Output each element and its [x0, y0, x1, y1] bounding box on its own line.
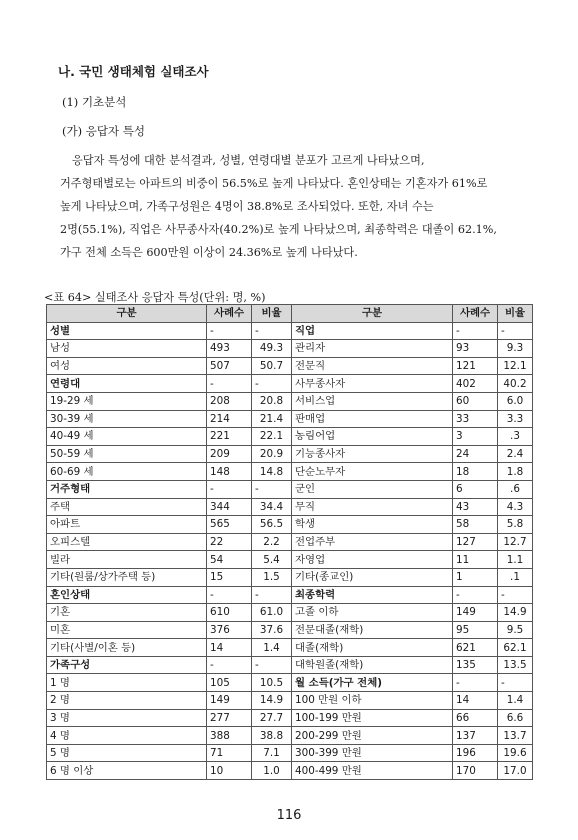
row-count: 18 [453, 463, 498, 481]
row-label: 여성 [47, 357, 207, 375]
row-label: 전문직 [292, 357, 453, 375]
row-count: - [207, 586, 252, 604]
row-ratio: 14.9 [252, 692, 292, 710]
row-ratio: 6.6 [498, 709, 533, 727]
row-label: 기타(사별/이혼 등) [47, 639, 207, 657]
subsection-title: (1) 기초분석 [62, 95, 127, 109]
table-row [47, 322, 533, 340]
table-row [47, 744, 533, 762]
row-ratio: .1 [498, 568, 533, 586]
row-ratio: - [498, 586, 533, 604]
row-count: 221 [207, 428, 252, 446]
row-ratio: 1.4 [498, 692, 533, 710]
header-ratio: 비율 [252, 305, 292, 323]
row-ratio: 17.0 [498, 762, 533, 780]
row-ratio: 3.3 [498, 410, 533, 428]
row-count: 24 [453, 445, 498, 463]
row-ratio: 22.1 [252, 428, 292, 446]
table-row [47, 428, 533, 446]
row-label: 성별 [47, 322, 207, 340]
row-label: 50-59 세 [47, 445, 207, 463]
header-ratio: 비율 [498, 305, 533, 323]
row-ratio: 56.5 [252, 516, 292, 534]
row-label: 사무종사자 [292, 375, 453, 393]
row-count: 10 [207, 762, 252, 780]
row-count: 14 [453, 692, 498, 710]
row-ratio: - [252, 322, 292, 340]
table-row [47, 410, 533, 428]
row-ratio: 2.2 [252, 533, 292, 551]
row-count: 14 [207, 639, 252, 657]
row-label: 혼인상태 [47, 586, 207, 604]
row-count: - [207, 656, 252, 674]
row-label: 200-299 만원 [292, 727, 453, 745]
row-label: 단순노무자 [292, 463, 453, 481]
row-ratio: 12.7 [498, 533, 533, 551]
row-label: 군인 [292, 480, 453, 498]
row-label: 거주형태 [47, 480, 207, 498]
row-label: 40-49 세 [47, 428, 207, 446]
row-ratio: 1.5 [252, 568, 292, 586]
row-ratio: 38.8 [252, 727, 292, 745]
table-row [47, 340, 533, 358]
row-ratio: 37.6 [252, 621, 292, 639]
row-count: 402 [453, 375, 498, 393]
row-label: 100-199 만원 [292, 709, 453, 727]
row-label: 19-29 세 [47, 392, 207, 410]
row-label: 5 명 [47, 744, 207, 762]
row-label: 남성 [47, 340, 207, 358]
row-label: 기타(원룸/상가주택 등) [47, 568, 207, 586]
row-label: 전업주부 [292, 533, 453, 551]
body-paragraph-line: 거주형태별로는 아파트의 비중이 56.5%로 높게 나타났다. 혼인상태는 기혼자가 61%로 [60, 177, 488, 190]
row-label: 자영업 [292, 551, 453, 569]
row-count: 149 [207, 692, 252, 710]
row-label: 월 소득(가구 전체) [292, 674, 453, 692]
row-count: 15 [207, 568, 252, 586]
row-count: 610 [207, 604, 252, 622]
row-ratio: 6.0 [498, 392, 533, 410]
row-label: 기타(종교인) [292, 568, 453, 586]
row-ratio: 27.7 [252, 709, 292, 727]
row-ratio: 19.6 [498, 744, 533, 762]
row-label: 60-69 세 [47, 463, 207, 481]
row-count: - [207, 480, 252, 498]
row-label: 미혼 [47, 621, 207, 639]
subsubsection-title: (가) 응답자 특성 [62, 124, 145, 138]
row-ratio: 14.8 [252, 463, 292, 481]
table-caption: <표 64> 실태조사 응답자 특성(단위: 명, %) [44, 291, 266, 304]
row-label: 가족구성 [47, 656, 207, 674]
body-paragraph-line: 높게 나타났으며, 가족구성원은 4명이 38.8%로 조사되었다. 또한, 자녀 수는 [60, 200, 434, 213]
row-label: 2 명 [47, 692, 207, 710]
row-label: 기능종사자 [292, 445, 453, 463]
row-count: 95 [453, 621, 498, 639]
row-ratio: 62.1 [498, 639, 533, 657]
row-count: 208 [207, 392, 252, 410]
header-count: 사례수 [207, 305, 252, 323]
table-row [47, 516, 533, 534]
row-count: - [207, 322, 252, 340]
table-row [47, 621, 533, 639]
row-ratio: 14.9 [498, 604, 533, 622]
row-ratio: 10.5 [252, 674, 292, 692]
row-ratio: 13.7 [498, 727, 533, 745]
row-ratio: 61.0 [252, 604, 292, 622]
row-count: 137 [453, 727, 498, 745]
row-ratio: - [498, 322, 533, 340]
row-count: 621 [453, 639, 498, 657]
table-row [47, 533, 533, 551]
row-label: 최종학력 [292, 586, 453, 604]
row-label: 30-39 세 [47, 410, 207, 428]
row-ratio: 12.1 [498, 357, 533, 375]
row-label: 300-399 만원 [292, 744, 453, 762]
row-label: 무직 [292, 498, 453, 516]
row-label: 서비스업 [292, 392, 453, 410]
row-ratio: - [252, 480, 292, 498]
row-count: 3 [453, 428, 498, 446]
table-row [47, 375, 533, 393]
row-ratio: 20.8 [252, 392, 292, 410]
row-count: 66 [453, 709, 498, 727]
row-label: 대졸(재학) [292, 639, 453, 657]
table-row [47, 357, 533, 375]
row-count: 196 [453, 744, 498, 762]
body-paragraph-line: 2명(55.1%), 직업은 사무종사자(40.2%)로 높게 나타났으며, 최종학력은 대졸이 62.1%, [60, 223, 497, 236]
row-count: 58 [453, 516, 498, 534]
row-count: 93 [453, 340, 498, 358]
table-row [47, 604, 533, 622]
row-label: 4 명 [47, 727, 207, 745]
table-row [47, 392, 533, 410]
row-ratio: 34.4 [252, 498, 292, 516]
body-paragraph-line: 응답자 특성에 대한 분석결과, 성별, 연령대별 분포가 고르게 나타났으며, [72, 154, 425, 167]
row-count: 209 [207, 445, 252, 463]
table-row [47, 480, 533, 498]
row-ratio: 50.7 [252, 357, 292, 375]
row-count: 148 [207, 463, 252, 481]
row-ratio: 49.3 [252, 340, 292, 358]
row-label: 대학원졸(재학) [292, 656, 453, 674]
row-count: 507 [207, 357, 252, 375]
row-ratio: 1.1 [498, 551, 533, 569]
row-count: 105 [207, 674, 252, 692]
row-count: 493 [207, 340, 252, 358]
row-label: 학생 [292, 516, 453, 534]
row-ratio: 20.9 [252, 445, 292, 463]
row-label: 직업 [292, 322, 453, 340]
row-label: 관리자 [292, 340, 453, 358]
row-ratio: 40.2 [498, 375, 533, 393]
row-ratio: 13.5 [498, 656, 533, 674]
row-count: 121 [453, 357, 498, 375]
page-number: 116 [276, 808, 302, 823]
row-ratio: 5.4 [252, 551, 292, 569]
body-paragraph-line: 가구 전체 소득은 600만원 이상이 24.36%로 높게 나타났다. [60, 246, 358, 259]
respondent-characteristics-table [46, 304, 533, 780]
row-count: 43 [453, 498, 498, 516]
table-row [47, 639, 533, 657]
row-ratio: .3 [498, 428, 533, 446]
row-ratio: - [252, 586, 292, 604]
row-label: 빌라 [47, 551, 207, 569]
row-ratio: 1.8 [498, 463, 533, 481]
row-count: 376 [207, 621, 252, 639]
row-label: 농림어업 [292, 428, 453, 446]
row-ratio: 5.8 [498, 516, 533, 534]
row-label: 주택 [47, 498, 207, 516]
row-ratio: - [498, 674, 533, 692]
row-count: 54 [207, 551, 252, 569]
row-ratio: 2.4 [498, 445, 533, 463]
table-row [47, 674, 533, 692]
header-category: 구분 [47, 305, 207, 323]
row-label: 100 만원 이하 [292, 692, 453, 710]
row-label: 1 명 [47, 674, 207, 692]
row-count: - [453, 586, 498, 604]
table-row [47, 498, 533, 516]
row-count: 149 [453, 604, 498, 622]
row-count: - [453, 322, 498, 340]
table-row [47, 568, 533, 586]
row-ratio: 1.4 [252, 639, 292, 657]
row-count: 277 [207, 709, 252, 727]
row-ratio: 9.3 [498, 340, 533, 358]
row-label: 3 명 [47, 709, 207, 727]
row-count: 71 [207, 744, 252, 762]
row-count: 22 [207, 533, 252, 551]
table-row [47, 445, 533, 463]
header-count: 사례수 [453, 305, 498, 323]
row-label: 전문대졸(재학) [292, 621, 453, 639]
row-count: 170 [453, 762, 498, 780]
row-count: 1 [453, 568, 498, 586]
row-label: 6 명 이상 [47, 762, 207, 780]
row-count: 565 [207, 516, 252, 534]
row-ratio: .6 [498, 480, 533, 498]
row-label: 고졸 이하 [292, 604, 453, 622]
section-heading: 나. 국민 생태체험 실태조사 [58, 64, 209, 79]
row-label: 기혼 [47, 604, 207, 622]
row-count: 214 [207, 410, 252, 428]
row-count: 33 [453, 410, 498, 428]
row-count: 388 [207, 727, 252, 745]
table-row [47, 762, 533, 780]
table-row [47, 692, 533, 710]
row-count: - [207, 375, 252, 393]
row-label: 판매업 [292, 410, 453, 428]
row-count: 127 [453, 533, 498, 551]
row-ratio: 1.0 [252, 762, 292, 780]
header-category: 구분 [292, 305, 453, 323]
table-row [47, 656, 533, 674]
row-label: 400-499 만원 [292, 762, 453, 780]
row-count: 6 [453, 480, 498, 498]
table-header-row [47, 305, 533, 323]
table-row [47, 463, 533, 481]
row-count: 344 [207, 498, 252, 516]
row-count: 135 [453, 656, 498, 674]
table-row [47, 551, 533, 569]
table-row [47, 727, 533, 745]
row-count: - [453, 674, 498, 692]
row-label: 오피스텔 [47, 533, 207, 551]
row-label: 연령대 [47, 375, 207, 393]
row-ratio: 4.3 [498, 498, 533, 516]
row-ratio: - [252, 375, 292, 393]
row-count: 60 [453, 392, 498, 410]
row-label: 아파트 [47, 516, 207, 534]
row-ratio: 21.4 [252, 410, 292, 428]
row-ratio: 7.1 [252, 744, 292, 762]
row-ratio: 9.5 [498, 621, 533, 639]
row-count: 11 [453, 551, 498, 569]
row-ratio: - [252, 656, 292, 674]
table-row [47, 586, 533, 604]
table-row [47, 709, 533, 727]
